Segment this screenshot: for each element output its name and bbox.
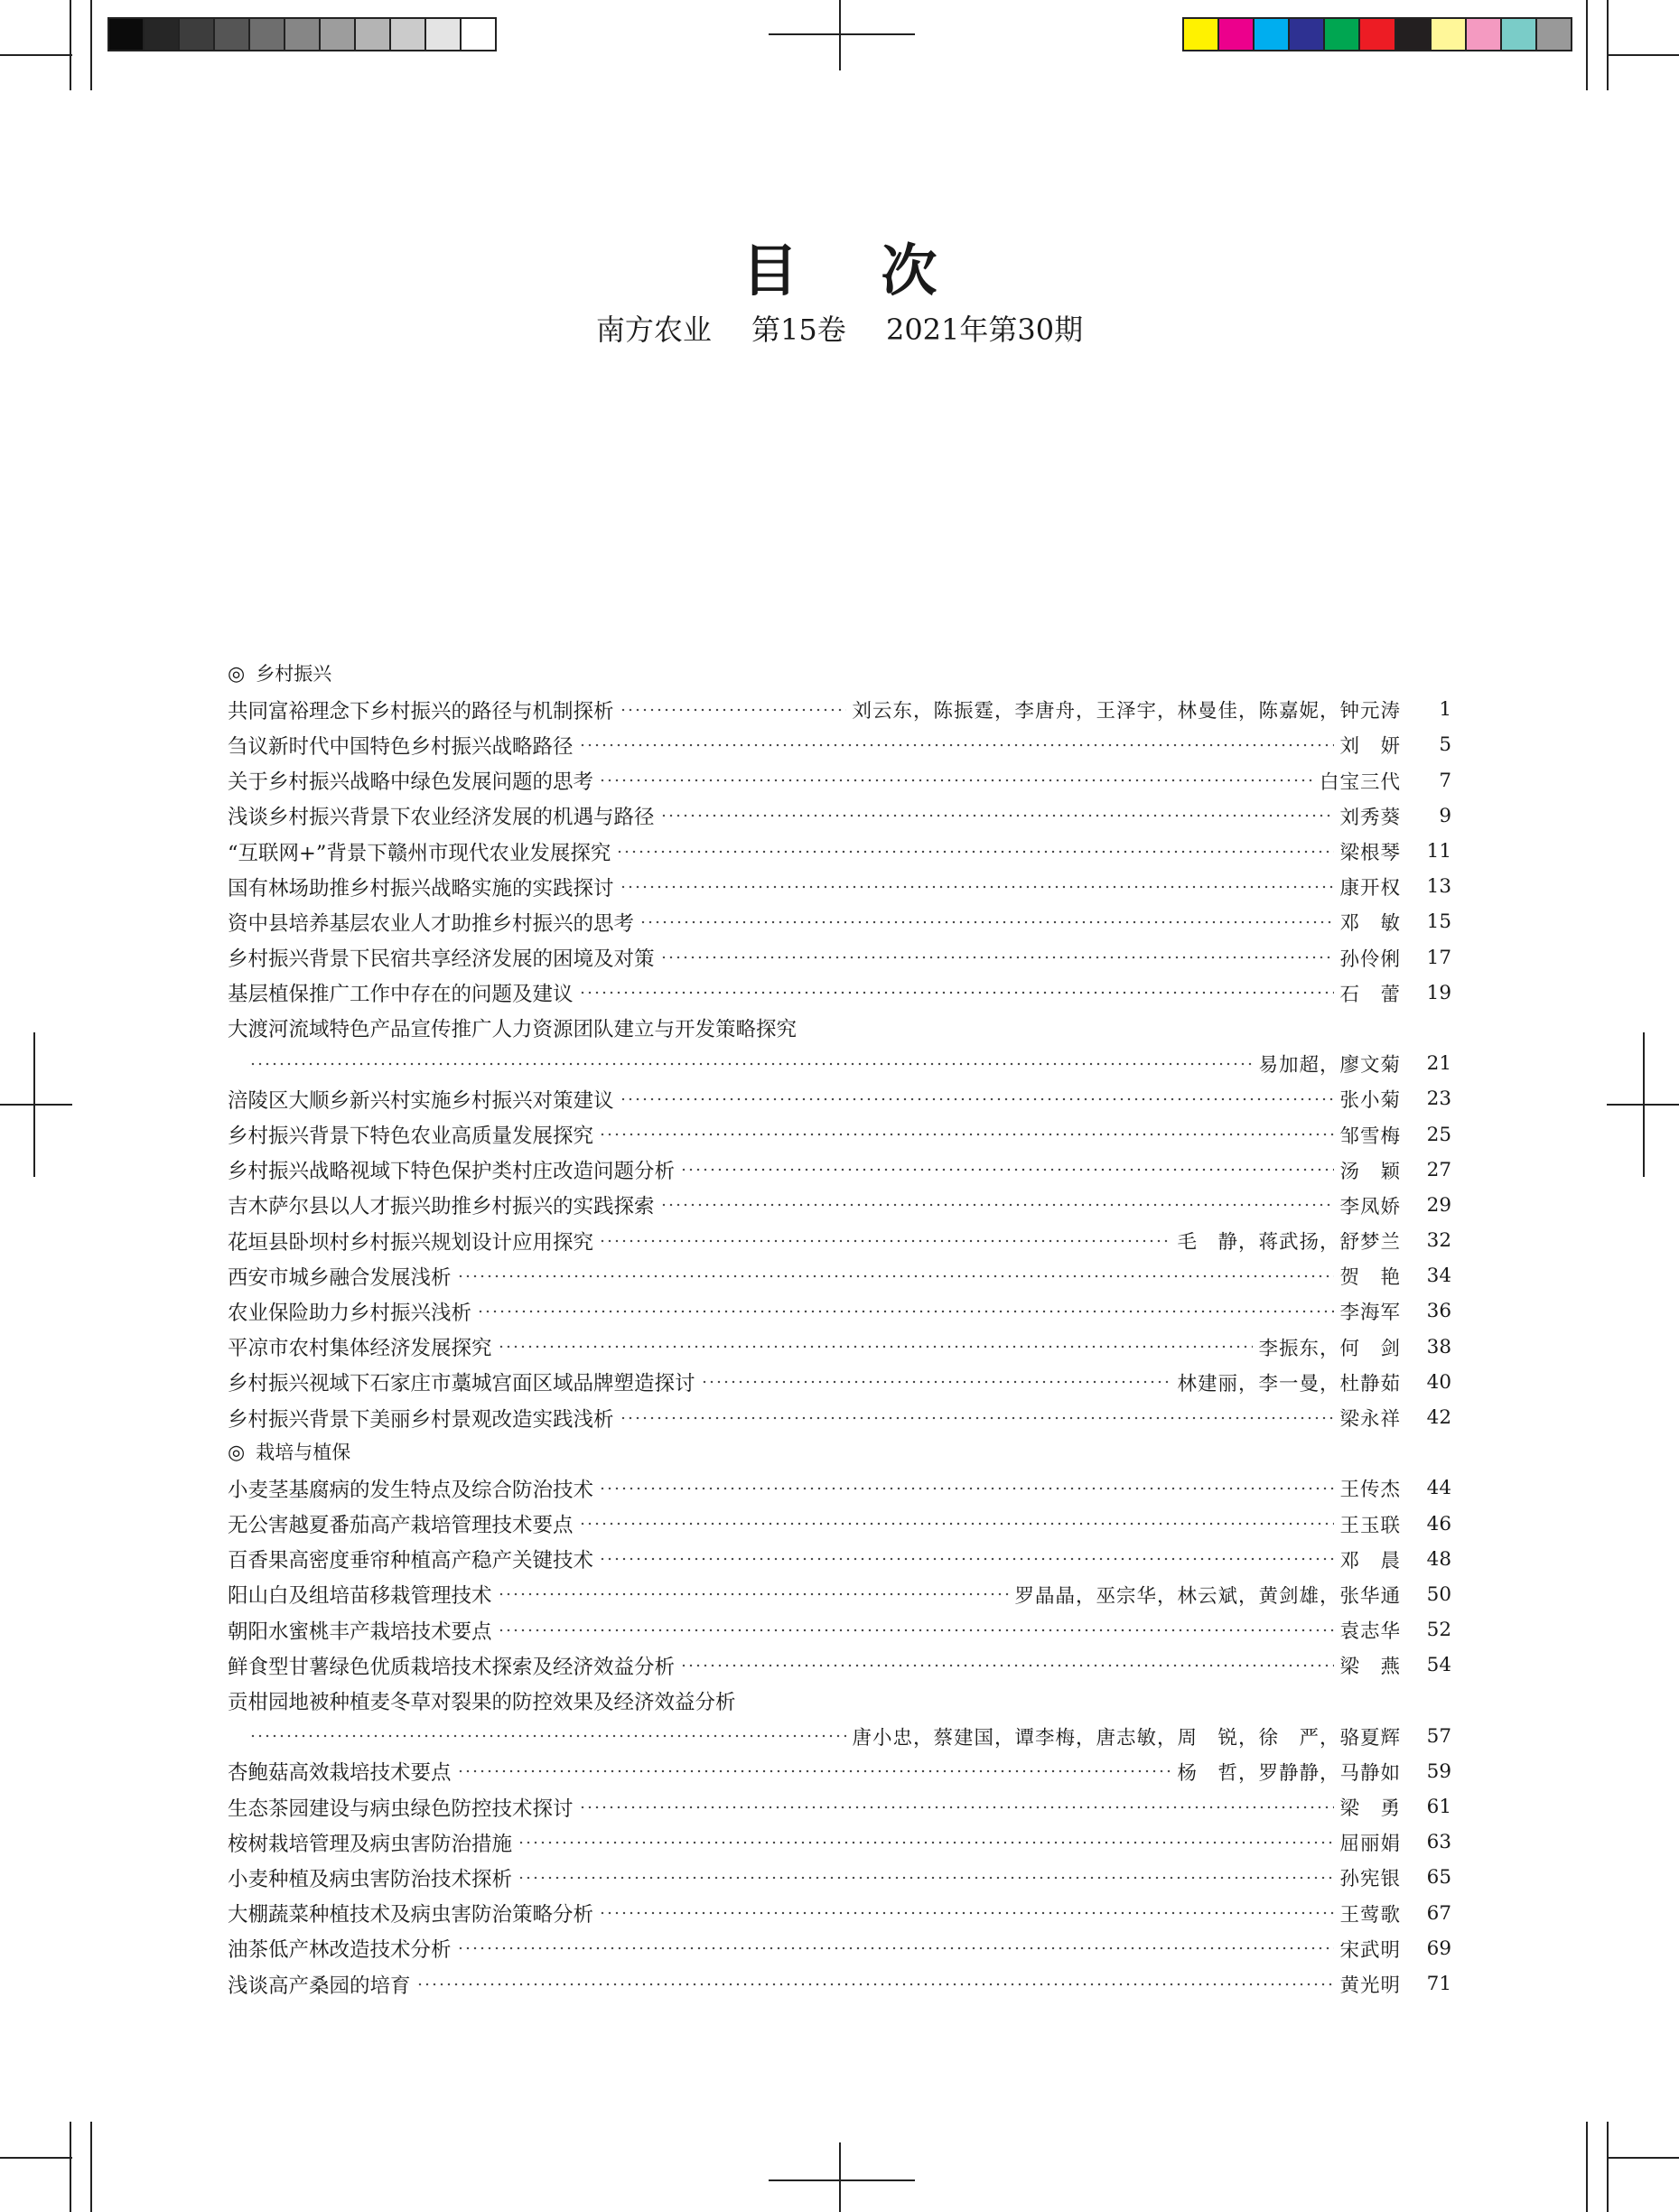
crop-mark <box>769 33 915 35</box>
entry-authors: 唐小忠，蔡建国，谭李梅，唐志敏，周 锐，徐 严，骆夏辉 <box>852 1726 1401 1750</box>
leader-dots <box>457 1945 1335 1952</box>
entry-page: 19 <box>1426 981 1451 1004</box>
entry-authors: 刘秀葵 <box>1339 806 1401 829</box>
journal-info <box>0 307 1679 349</box>
leader-dots <box>498 1343 1254 1350</box>
leader-dots <box>518 1874 1334 1881</box>
entry-page: 32 <box>1426 1229 1451 1253</box>
section-bullet-icon: ◎ <box>228 663 246 686</box>
table-of-contents <box>228 657 1451 2002</box>
entry-title: 乡村振兴背景下特色农业高质量发展探究 <box>228 1125 594 1149</box>
entry-title: 乡村振兴视域下石家庄市藁城宫面区域品牌塑造探讨 <box>228 1372 695 1396</box>
leader-dots <box>660 812 1335 819</box>
color-swatch <box>1502 19 1537 50</box>
journal-name: 南方农业 <box>595 313 712 347</box>
toc-entry <box>228 798 1451 834</box>
section-title: 乡村振兴 <box>256 663 332 685</box>
leader-dots <box>498 1591 1010 1598</box>
leader-dots <box>660 954 1335 961</box>
color-swatch <box>1360 19 1395 50</box>
entry-title: 关于乡村振兴战略中绿色发展问题的思考 <box>228 770 594 795</box>
entry-page: 71 <box>1426 1973 1451 1996</box>
toc-entry <box>228 1400 1451 1435</box>
entry-authors: 邓 敏 <box>1339 912 1401 936</box>
crop-mark <box>0 1104 72 1106</box>
toc-entry <box>228 1507 1451 1542</box>
toc-entry <box>228 1365 1451 1400</box>
entry-title: 大渡河流域特色产品宣传推广人力资源团队建立与开发策略探究 <box>228 1018 798 1042</box>
entry-authors: 梁 勇 <box>1339 1797 1401 1821</box>
entry-authors: 罗晶晶，巫宗华，林云斌，黄剑雄，张华通 <box>1014 1584 1401 1608</box>
entry-authors: 梁永祥 <box>1339 1408 1401 1432</box>
leader-dots <box>457 1273 1335 1280</box>
entry-page: 44 <box>1426 1477 1451 1500</box>
leader-dots <box>701 1378 1172 1386</box>
toc-entry <box>228 1825 1451 1860</box>
leader-dots <box>620 883 1335 891</box>
section-heading <box>228 657 1451 692</box>
toc-entry <box>228 1860 1451 1895</box>
entry-page: 34 <box>1426 1265 1451 1288</box>
entry-page: 48 <box>1426 1547 1451 1571</box>
toc-entry <box>228 1293 1451 1329</box>
toc-entry <box>228 869 1451 904</box>
entry-page: 15 <box>1426 910 1451 934</box>
toc-entry <box>228 904 1451 939</box>
crop-mark <box>839 0 841 70</box>
entry-title: “互联网+”背景下赣州市现代农业发展探究 <box>228 841 611 865</box>
page-edge-line <box>1586 2122 1588 2212</box>
entry-page: 23 <box>1426 1087 1451 1111</box>
entry-title: 小麦茎基腐病的发生特点及综合防治技术 <box>228 1478 594 1502</box>
entry-authors: 毛 静，蒋武扬，舒梦兰 <box>1177 1231 1401 1255</box>
leader-dots <box>249 1732 846 1740</box>
toc-entry <box>228 1966 1451 2002</box>
entry-title: 百香果高密度垂帘种植高产稳产关键技术 <box>228 1549 594 1573</box>
entry-title: 花垣县卧坝村乡村振兴规划设计应用探究 <box>228 1230 594 1255</box>
entry-title: 无公害越夏番茄高产栽培管理技术要点 <box>228 1514 574 1538</box>
toc-entry <box>228 940 1451 975</box>
entry-authors: 贺 艳 <box>1339 1266 1401 1290</box>
entry-title: 涪陵区大顺乡新兴村实施乡村振兴对策建议 <box>228 1088 614 1113</box>
entry-title: 桉树栽培管理及病虫害防治措施 <box>228 1832 513 1856</box>
entry-authors: 林建丽，李一曼，杜静茹 <box>1177 1372 1401 1395</box>
entry-page: 7 <box>1439 769 1451 792</box>
entry-authors: 白宝三代 <box>1319 770 1401 794</box>
entry-page: 40 <box>1426 1370 1451 1394</box>
leader-dots <box>620 1096 1335 1103</box>
leader-dots <box>457 1768 1172 1775</box>
leader-dots <box>599 1909 1334 1917</box>
leader-dots <box>660 1201 1335 1209</box>
crop-mark <box>1607 54 1679 56</box>
entry-authors: 易加超，廖文菊 <box>1258 1054 1401 1078</box>
toc-entry-continued <box>228 1046 1451 1081</box>
entry-page: 17 <box>1426 946 1451 969</box>
entry-title: 基层植保推广工作中存在的问题及建议 <box>228 983 574 1007</box>
entry-authors: 孙宪银 <box>1339 1868 1401 1891</box>
toc-entry <box>228 1223 1451 1258</box>
crop-mark <box>839 2142 841 2212</box>
toc-entry <box>228 1931 1451 1966</box>
entry-title: 小麦种植及病虫害防治技术探析 <box>228 1867 513 1891</box>
toc-entry <box>228 1542 1451 1577</box>
color-swatch <box>1219 19 1255 50</box>
entry-authors: 屈丽娟 <box>1339 1833 1401 1856</box>
toc-entry <box>228 1896 1451 1931</box>
entry-authors: 汤 颖 <box>1339 1160 1401 1183</box>
toc-entry <box>228 1470 1451 1506</box>
toc-entry <box>228 1081 1451 1116</box>
entry-authors: 梁根琴 <box>1339 842 1401 865</box>
leader-dots <box>599 1555 1334 1563</box>
page-title <box>0 226 1679 306</box>
entry-title: 鲜食型甘薯绿色优质栽培技术探索及经济效益分析 <box>228 1655 676 1679</box>
color-swatch <box>1325 19 1360 50</box>
crop-mark <box>1607 0 1609 90</box>
entry-authors: 王玉联 <box>1339 1514 1401 1537</box>
entry-title: 农业保险助力乡村振兴浅析 <box>228 1301 472 1325</box>
entry-page: 54 <box>1426 1654 1451 1677</box>
leader-dots <box>416 1981 1335 1988</box>
grayscale-calibration-bar <box>107 17 497 51</box>
leader-dots <box>477 1308 1334 1315</box>
entry-page: 25 <box>1426 1123 1451 1146</box>
entry-page: 36 <box>1426 1300 1451 1323</box>
entry-authors: 王传杰 <box>1339 1479 1401 1502</box>
entry-page: 52 <box>1426 1619 1451 1642</box>
entry-page: 42 <box>1426 1406 1451 1430</box>
entry-title: 共同富裕理念下乡村振兴的路径与机制探析 <box>228 699 614 723</box>
gray-swatch <box>462 19 495 50</box>
leader-dots <box>249 1060 1253 1068</box>
entry-title: 贡柑园地被种植麦冬草对裂果的防控效果及经济效益分析 <box>228 1691 736 1715</box>
color-swatch <box>1290 19 1325 50</box>
leader-dots <box>680 1166 1334 1173</box>
toc-entry <box>228 1011 1451 1046</box>
toc-entry <box>228 1789 1451 1825</box>
entry-title: 资中县培养基层农业人才助推乡村振兴的思考 <box>228 911 635 936</box>
section-title: 栽培与植保 <box>256 1442 351 1464</box>
entry-authors: 黄光明 <box>1339 1974 1401 1998</box>
entry-page: 27 <box>1426 1158 1451 1181</box>
color-swatch <box>1184 19 1219 50</box>
toc-entry <box>228 1330 1451 1365</box>
entry-page: 59 <box>1426 1759 1451 1783</box>
gray-swatch <box>321 19 356 50</box>
toc-entry <box>228 1116 1451 1152</box>
entry-authors: 康开权 <box>1339 877 1401 901</box>
entry-page: 61 <box>1426 1796 1451 1819</box>
entry-page: 21 <box>1426 1052 1451 1076</box>
leader-dots <box>599 1485 1334 1492</box>
entry-title: 吉木萨尔县以人才振兴助推乡村振兴的实践探索 <box>228 1195 655 1219</box>
page-edge-line <box>90 2122 92 2212</box>
entry-page: 65 <box>1426 1866 1451 1890</box>
toc-entry <box>228 1258 1451 1293</box>
crop-mark <box>1643 1032 1645 1177</box>
gray-swatch <box>180 19 215 50</box>
leader-dots <box>599 777 1314 784</box>
entry-page: 29 <box>1426 1193 1451 1217</box>
entry-authors: 王莺歌 <box>1339 1903 1401 1927</box>
gray-swatch <box>145 19 180 50</box>
color-swatch <box>1255 19 1290 50</box>
title-char-2: 次 <box>881 238 937 303</box>
toc-entry <box>228 975 1451 1011</box>
entry-authors: 李振东，何 剑 <box>1258 1337 1401 1360</box>
entry-page: 69 <box>1426 1937 1451 1960</box>
color-calibration-bar <box>1182 17 1572 51</box>
entry-authors: 邹雪梅 <box>1339 1125 1401 1148</box>
entry-page: 1 <box>1439 698 1451 722</box>
entry-title: 乡村振兴背景下美丽乡村景观改造实践浅析 <box>228 1407 614 1432</box>
toc-entry <box>228 834 1451 869</box>
leader-dots <box>579 742 1335 749</box>
entry-title: 杏鲍菇高效栽培技术要点 <box>228 1761 452 1786</box>
page-edge-line <box>90 0 92 90</box>
entry-authors: 李海军 <box>1339 1302 1401 1325</box>
gray-swatch <box>109 19 145 50</box>
title-char-1: 目 <box>742 238 798 303</box>
crop-mark <box>33 1032 35 1177</box>
page-edge-line <box>1586 0 1588 90</box>
entry-title: 乡村振兴背景下民宿共享经济发展的困境及对策 <box>228 947 655 972</box>
entry-title: 国有林场助推乡村振兴战略实施的实践探讨 <box>228 876 614 901</box>
entry-authors: 刘 妍 <box>1339 735 1401 759</box>
entry-page: 9 <box>1439 804 1451 827</box>
entry-authors: 袁志华 <box>1339 1620 1401 1644</box>
leader-dots <box>579 1520 1335 1527</box>
gray-swatch <box>391 19 426 50</box>
entry-title: 生态茶园建设与病虫绿色防控技术探讨 <box>228 1797 574 1821</box>
entry-authors: 孙伶俐 <box>1339 947 1401 971</box>
entry-authors: 杨 哲，罗静静，马静如 <box>1177 1761 1401 1785</box>
entry-title: 西安市城乡融合发展浅析 <box>228 1265 452 1290</box>
entry-page: 50 <box>1426 1582 1451 1606</box>
leader-dots <box>579 989 1335 996</box>
toc-entry <box>228 763 1451 798</box>
entry-authors: 李凤娇 <box>1339 1195 1401 1218</box>
entry-title: 平凉市农村集体经济发展探究 <box>228 1337 492 1361</box>
color-swatch <box>1537 19 1571 50</box>
section-bullet-icon: ◎ <box>228 1442 246 1465</box>
gray-swatch <box>356 19 391 50</box>
entry-authors: 石 蕾 <box>1339 983 1401 1006</box>
entry-title: 浅谈高产桑园的培育 <box>228 1974 411 1998</box>
entry-authors: 邓 晨 <box>1339 1549 1401 1573</box>
journal-issue: 2021年第30期 <box>885 313 1084 347</box>
toc-entry <box>228 1577 1451 1612</box>
crop-mark <box>0 54 72 56</box>
leader-dots <box>518 1839 1334 1846</box>
toc-entry <box>228 727 1451 762</box>
entry-page: 57 <box>1426 1724 1451 1748</box>
entry-title: 朝阳水蜜桃丰产栽培技术要点 <box>228 1619 492 1644</box>
entry-title: 刍议新时代中国特色乡村振兴战略路径 <box>228 734 574 759</box>
entry-title: 大棚蔬菜种植技术及病虫害防治策略分析 <box>228 1903 594 1927</box>
toc-entry <box>228 1754 1451 1789</box>
gray-swatch <box>215 19 250 50</box>
toc-entry <box>228 1683 1451 1718</box>
entry-page: 46 <box>1426 1512 1451 1535</box>
entry-page: 11 <box>1426 840 1451 863</box>
entry-page: 5 <box>1439 733 1451 757</box>
entry-authors: 张小菊 <box>1339 1089 1401 1113</box>
entry-title: 阳山白及组培苗移栽管理技术 <box>228 1584 492 1609</box>
entry-page: 38 <box>1426 1335 1451 1358</box>
color-swatch <box>1396 19 1432 50</box>
crop-mark <box>0 2157 72 2159</box>
crop-mark <box>70 0 71 90</box>
entry-title: 浅谈乡村振兴背景下农业经济发展的机遇与路径 <box>228 806 655 830</box>
leader-dots <box>616 848 1334 855</box>
toc-entry <box>228 1188 1451 1223</box>
gray-swatch <box>426 19 462 50</box>
toc-entry <box>228 1612 1451 1647</box>
entry-page: 63 <box>1426 1831 1451 1854</box>
leader-dots <box>579 1804 1335 1811</box>
entry-title: 油茶低产林改造技术分析 <box>228 1938 452 1963</box>
crop-mark <box>70 2122 71 2212</box>
toc-entry <box>228 692 1451 727</box>
leader-dots <box>620 1414 1335 1422</box>
crop-mark <box>1607 2122 1609 2212</box>
gray-swatch <box>250 19 285 50</box>
leader-dots <box>599 1131 1334 1138</box>
entry-authors: 宋武明 <box>1339 1938 1401 1962</box>
entry-page: 67 <box>1426 1901 1451 1925</box>
entry-page: 13 <box>1426 875 1451 899</box>
crop-mark <box>769 2179 915 2181</box>
crop-mark <box>1607 2157 1679 2159</box>
entry-authors: 刘云东，陈振霆，李唐舟，王泽宇，林曼佳，陈嘉妮，钟元涛 <box>852 700 1401 723</box>
color-swatch <box>1467 19 1502 50</box>
leader-dots <box>680 1662 1334 1669</box>
leader-dots <box>498 1627 1335 1634</box>
entry-title: 乡村振兴战略视域下特色保护类村庄改造问题分析 <box>228 1160 676 1184</box>
color-swatch <box>1432 19 1467 50</box>
leader-dots <box>599 1237 1171 1245</box>
gray-swatch <box>285 19 321 50</box>
toc-entry-continued <box>228 1719 1451 1754</box>
entry-authors: 梁 燕 <box>1339 1656 1401 1679</box>
toc-entry <box>228 1647 1451 1683</box>
leader-dots <box>620 706 847 714</box>
journal-volume: 第15卷 <box>751 313 846 347</box>
toc-entry <box>228 1153 1451 1188</box>
leader-dots <box>639 919 1334 926</box>
section-heading <box>228 1435 1451 1470</box>
